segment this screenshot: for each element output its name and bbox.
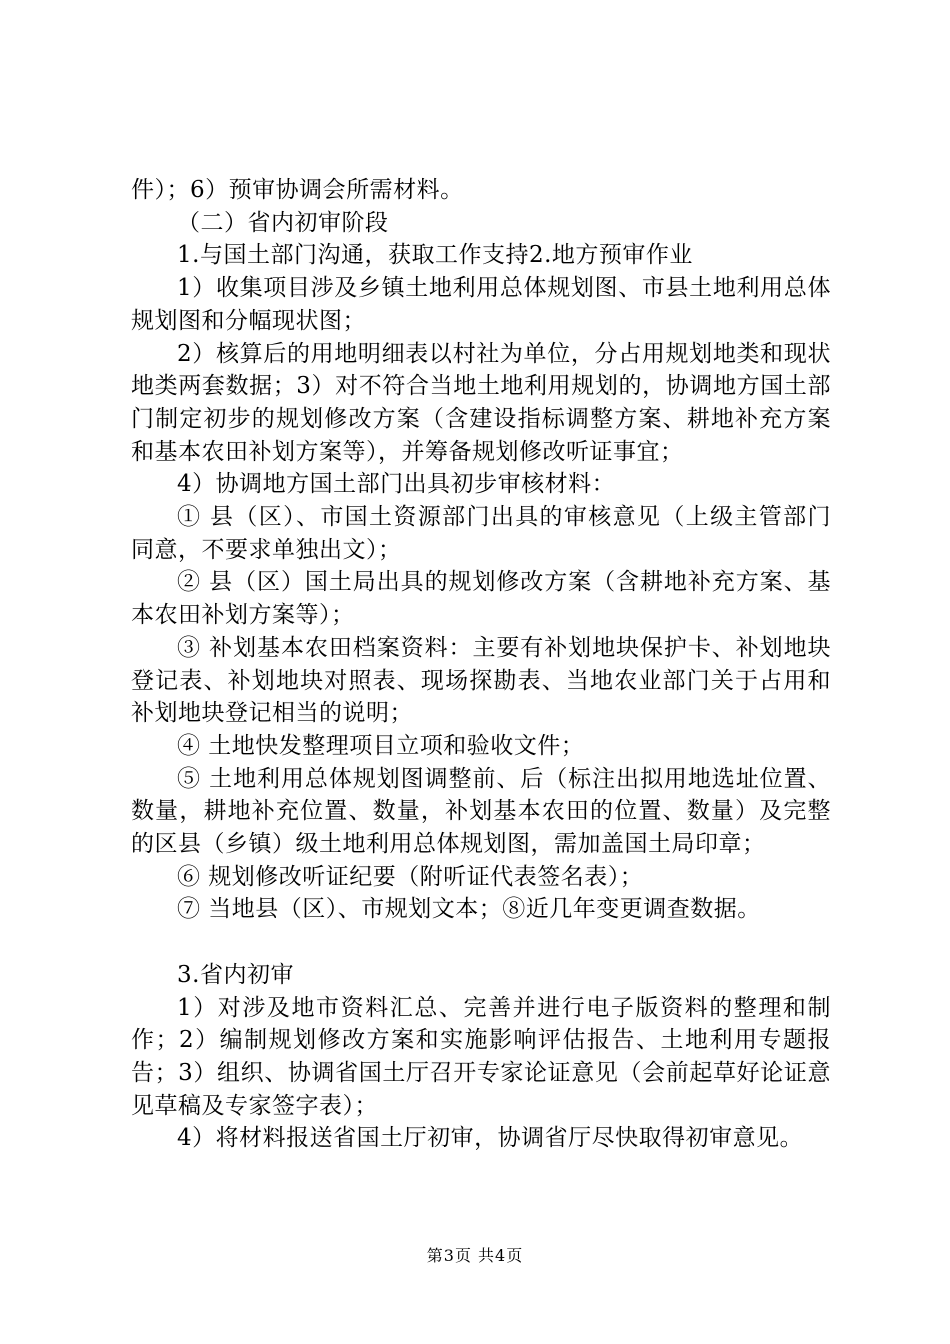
list-item: ② 县（区）国土局出具的规划修改方案（含耕地补充方案、基本农田补划方案等）；: [131, 569, 831, 629]
list-item: ⑤ 土地利用总体规划图调整前、后（标注出拟用地选址位置、数量，耕地补充位置、数量，补划基本农田的位置、数量）及完整的区县（乡镇）级土地利用总体规划图，需加盖国土局印章；: [131, 765, 831, 858]
list-item: ① 县（区）、市国土资源部门出具的审核意见（上级主管部门同意，不要求单独出文）；: [131, 504, 831, 563]
document-body: [131, 174, 831, 1155]
list-item: ⑥ 规划修改听证纪要（附听证代表签名表）；: [177, 863, 644, 890]
page-number-footer: 第3页 共4页: [426, 1246, 524, 1265]
list-item: ④ 土地快发整理项目立项和验收文件；: [177, 732, 585, 759]
paragraph: 1）对涉及地市资料汇总、完善并进行电子版资料的整理和制作；2）编制规划修改方案和实施影响评估报告、土地利用专题报告；3）组织、协调省国土厅召开专家论证意见（会前起草好论证意见草稿及专家签字表）；: [131, 994, 831, 1119]
paragraph: 1）收集项目涉及乡镇土地利用总体规划图、市县土地利用总体规划图和分幅现状图；: [131, 275, 831, 334]
paragraph-continuation: 件）；6）预审协调会所需材料。: [131, 177, 464, 203]
paragraph: 4）协调地方国土部门出具初步审核材料：: [177, 471, 616, 498]
list-item: ③ 补划基本农田档案资料：主要有补划地块保护卡、补划地块登记表、补划地块对照表、现场探勘表、当地农业部门关于占用和补划地块登记相当的说明；: [131, 634, 831, 727]
paragraph: 2）核算后的用地明细表以村社为单位，分占用规划地类和现状地类两套数据；3）对不符合当地土地利用规划的，协调地方国土部门制定初步的规划修改方案（含建设指标调整方案、耕地补充方案和基本农田补划方案等），并筹备规划修改听证事宜；: [131, 340, 831, 465]
paragraph: 4）将材料报送省国土厅初审，协调省厅尽快取得初审意见。: [177, 1125, 804, 1152]
paragraph: 1.与国土部门沟通，获取工作支持2.地方预审作业: [177, 242, 693, 269]
section-heading-provincial-preliminary-review: （二）省内初审阶段: [177, 209, 389, 236]
section-heading-provincial-review: 3.省内初审: [177, 961, 294, 988]
list-item: ⑦ 当地县（区）、市规划文本；⑧近几年变更调查数据。: [177, 896, 761, 923]
